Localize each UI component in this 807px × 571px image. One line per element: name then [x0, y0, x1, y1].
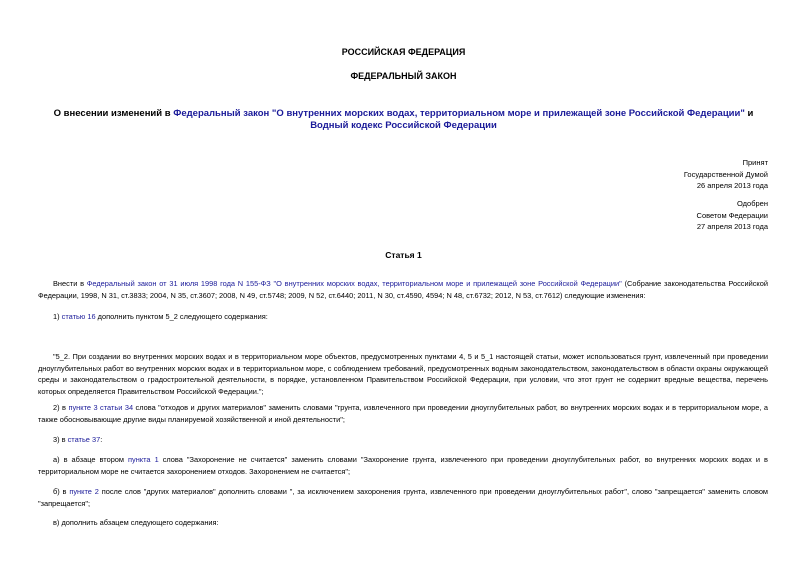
item-b-text-b: после слов "других материалов" дополнить словами ", за исключением захоронения грунта, извлеченного при проведении дноуглубительных работ", слово "запрещается" заменить словом "запрещается";	[38, 487, 769, 508]
intro-text-b: (Собрание законодательства Российской Федерации, 1998, N 31, ст.3833; 2004, N 35, ст.3607; 2008, N 49, ст.5748; 2009, N 52, ст.6440; 2011, N 30, ст.4590, 4594; N 48, ст.6732; 2012, N 53, ст.7612) следующие изменения:	[38, 279, 768, 300]
intro-text-a: Внести в	[53, 279, 87, 288]
clause-2-link[interactable]: пункте 2	[69, 487, 99, 496]
item-1-text-a: 1)	[53, 312, 62, 321]
article-37-link[interactable]: статье 37	[67, 435, 101, 444]
paragraph-item-a	[38, 454, 768, 477]
title-mid: и	[744, 108, 754, 119]
accepted-line: Принят	[742, 158, 768, 167]
item-1-text-b: дополнить пунктом 5_2 следующего содержания:	[95, 312, 268, 321]
paragraph-quote-5-2: "5_2. При создании во внутренних морских водах и в территориальном море объектов, предусмотренных пунктами 4, 5 и 5_1 настоящей статьи, может использоваться грунт, извлеченный при проведении дноуглубительных работ во внутренних морских водах и в территориальном море, с соблюдением требований, предусмотренных водным законодательством, законодательством в области охраны окружающей среды и законодательством о градостроительной деятельности, в порядке, установленном Правительством Российской Федерации, при условии, что этот грунт не содержит вредные вещества, перечень которых определяется Правительством Российской Федерации.";	[38, 352, 768, 396]
accepted-body: Государственной Думой	[683, 169, 768, 179]
paragraph-item-v: в) дополнить абзацем следующего содержания:	[53, 518, 219, 527]
law-title	[0, 108, 807, 132]
paragraph-item-1	[38, 311, 768, 323]
clause-1-link[interactable]: пункта 1	[128, 455, 159, 464]
document-type-heading: ФЕДЕРАЛЬНЫЙ ЗАКОН	[350, 71, 457, 81]
article-heading: Статья 1	[385, 250, 422, 260]
approved-block	[697, 198, 768, 233]
item-2-text-a: 2) в	[53, 403, 69, 412]
approved-body: Советом Федерации	[696, 210, 768, 220]
article-16-link[interactable]: статью 16	[61, 312, 96, 321]
paragraph-item-3	[38, 434, 768, 446]
water-code-link[interactable]: Водный кодекс Российской Федерации	[310, 120, 497, 131]
accepted-date: 26 апреля 2013 года	[696, 181, 768, 190]
item-a-text-a: а) в абзаце втором	[53, 455, 129, 464]
paragraph-intro	[38, 278, 768, 301]
item-a-text-b: слова "Захоронение не считается" заменить словами "Захоронение грунта, извлеченного при проведении дноуглубительных работ, во внутренних морских водах и в территориальном море не считается захоронением отходов. Захоронением не считается";	[38, 455, 768, 476]
law-155-fz-link[interactable]: Федеральный закон от 31 июля 1998 года N 155-ФЗ "О внутренних морских водах, территориальном море и прилежащей зоне Российской Федерации"	[86, 279, 622, 288]
item-3-text-b: :	[100, 435, 103, 444]
item-3-text-a: 3) в	[53, 435, 68, 444]
accepted-block	[684, 157, 768, 192]
approved-date: 27 апреля 2013 года	[696, 222, 768, 231]
article-34-link[interactable]: пункте 3 статьи 34	[68, 403, 134, 412]
title-prefix: О внесении изменений в	[53, 108, 174, 119]
item-b-text-a: б) в	[53, 487, 70, 496]
federal-law-link[interactable]: Федеральный закон "О внутренних морских водах, территориальном море и прилежащей зоне Российской Федерации"	[173, 108, 745, 119]
country-heading: РОССИЙСКАЯ ФЕДЕРАЦИЯ	[341, 47, 466, 57]
paragraph-item-2	[38, 402, 768, 425]
item-2-text-b: слова "отходов и других материалов" заменить словами "грунта, извлеченного при проведении дноуглубительных работ, во внутренних морских водах и в территориальном море, а также обосновывающие другие виды планируемой хозяйственной и иной деятельности";	[38, 403, 768, 424]
paragraph-item-b	[38, 486, 768, 509]
approved-line: Одобрен	[737, 199, 768, 208]
